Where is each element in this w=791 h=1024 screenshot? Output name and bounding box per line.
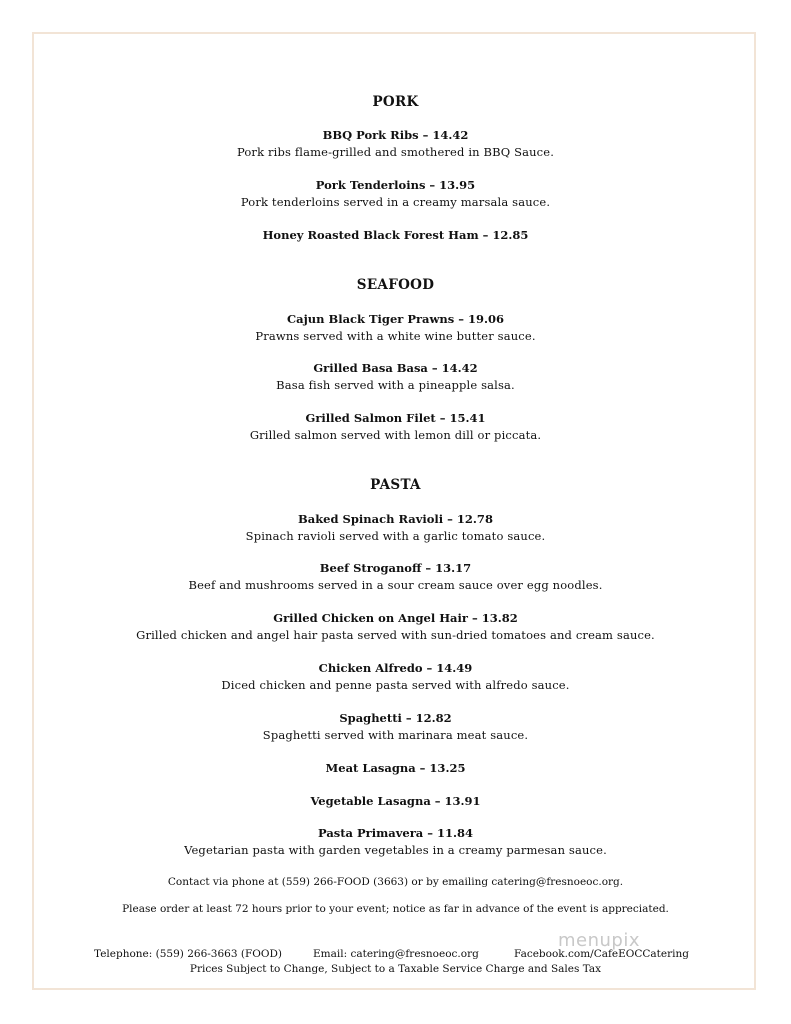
section-heading-pork: PORK — [372, 94, 419, 110]
menu-item-description: Diced chicken and penne pasta served with alfredo sauce. — [221, 678, 570, 692]
watermark-logo: menupix — [558, 930, 641, 951]
footer-email[interactable]: Email: catering@fresnoeoc.org — [313, 948, 479, 960]
menu-item-name: Spaghetti – 12.82 — [339, 711, 452, 725]
menu-item-name: Meat Lasagna – 13.25 — [325, 761, 466, 775]
menu-item-name: Baked Spinach Ravioli – 12.78 — [298, 512, 493, 526]
footer-telephone: Telephone: (559) 266-3663 (FOOD) — [94, 948, 282, 960]
menu-item-description: Spinach ravioli served with a garlic tomato sauce. — [245, 529, 546, 543]
menu-item-description: Grilled chicken and angel hair pasta served with sun-dried tomatoes and cream sauce. — [136, 628, 655, 642]
menu-item-description: Beef and mushrooms served in a sour cream sauce over egg noodles. — [188, 578, 603, 592]
section-heading-seafood: SEAFOOD — [356, 277, 435, 293]
menu-item-name: Vegetable Lasagna – 13.91 — [310, 794, 481, 808]
contact-note: Contact via phone at (559) 266-FOOD (3663) or by emailing catering@fresnoeoc.org. — [167, 876, 624, 888]
menu-item-name: Beef Stroganoff – 13.17 — [319, 561, 472, 575]
menu-item-name: Pasta Primavera – 11.84 — [317, 826, 473, 840]
menu-item-name: Pork Tenderloins – 13.95 — [315, 178, 476, 192]
menu-item-name: Grilled Chicken on Angel Hair – 13.82 — [273, 611, 518, 625]
menu-item-description: Spaghetti served with marinara meat sauce. — [262, 728, 529, 742]
menu-item-name: Grilled Basa Basa – 14.42 — [313, 361, 478, 375]
menu-item-name: Grilled Salmon Filet – 15.41 — [305, 411, 486, 425]
order-note: Please order at least 72 hours prior to your event; notice as far in advance of the event is appreciated. — [122, 903, 669, 915]
menu-item-description: Vegetarian pasta with garden vegetables in a creamy parmesan sauce. — [184, 843, 607, 857]
footer-facebook[interactable]: Facebook.com/CafeEOCCatering — [514, 948, 689, 960]
menu-item-name: Chicken Alfredo – 14.49 — [318, 661, 473, 675]
section-heading-pasta: PASTA — [370, 477, 421, 493]
menu-item-description: Grilled salmon served with lemon dill or piccata. — [249, 428, 542, 442]
menu-item-name: BBQ Pork Ribs – 14.42 — [322, 128, 469, 142]
menu-item-name: Honey Roasted Black Forest Ham – 12.85 — [262, 228, 529, 242]
menu-item-description: Pork ribs flame-grilled and smothered in BBQ Sauce. — [236, 145, 555, 159]
menu-item-description: Pork tenderloins served in a creamy marsala sauce. — [240, 195, 551, 209]
footer-prices: Prices Subject to Change, Subject to a Taxable Service Charge and Sales Tax — [189, 963, 602, 975]
menu-item-description: Basa fish served with a pineapple salsa. — [276, 378, 515, 392]
menu-item-description: Prawns served with a white wine butter sauce. — [255, 329, 536, 343]
menu-item-name: Cajun Black Tiger Prawns – 19.06 — [286, 312, 504, 326]
